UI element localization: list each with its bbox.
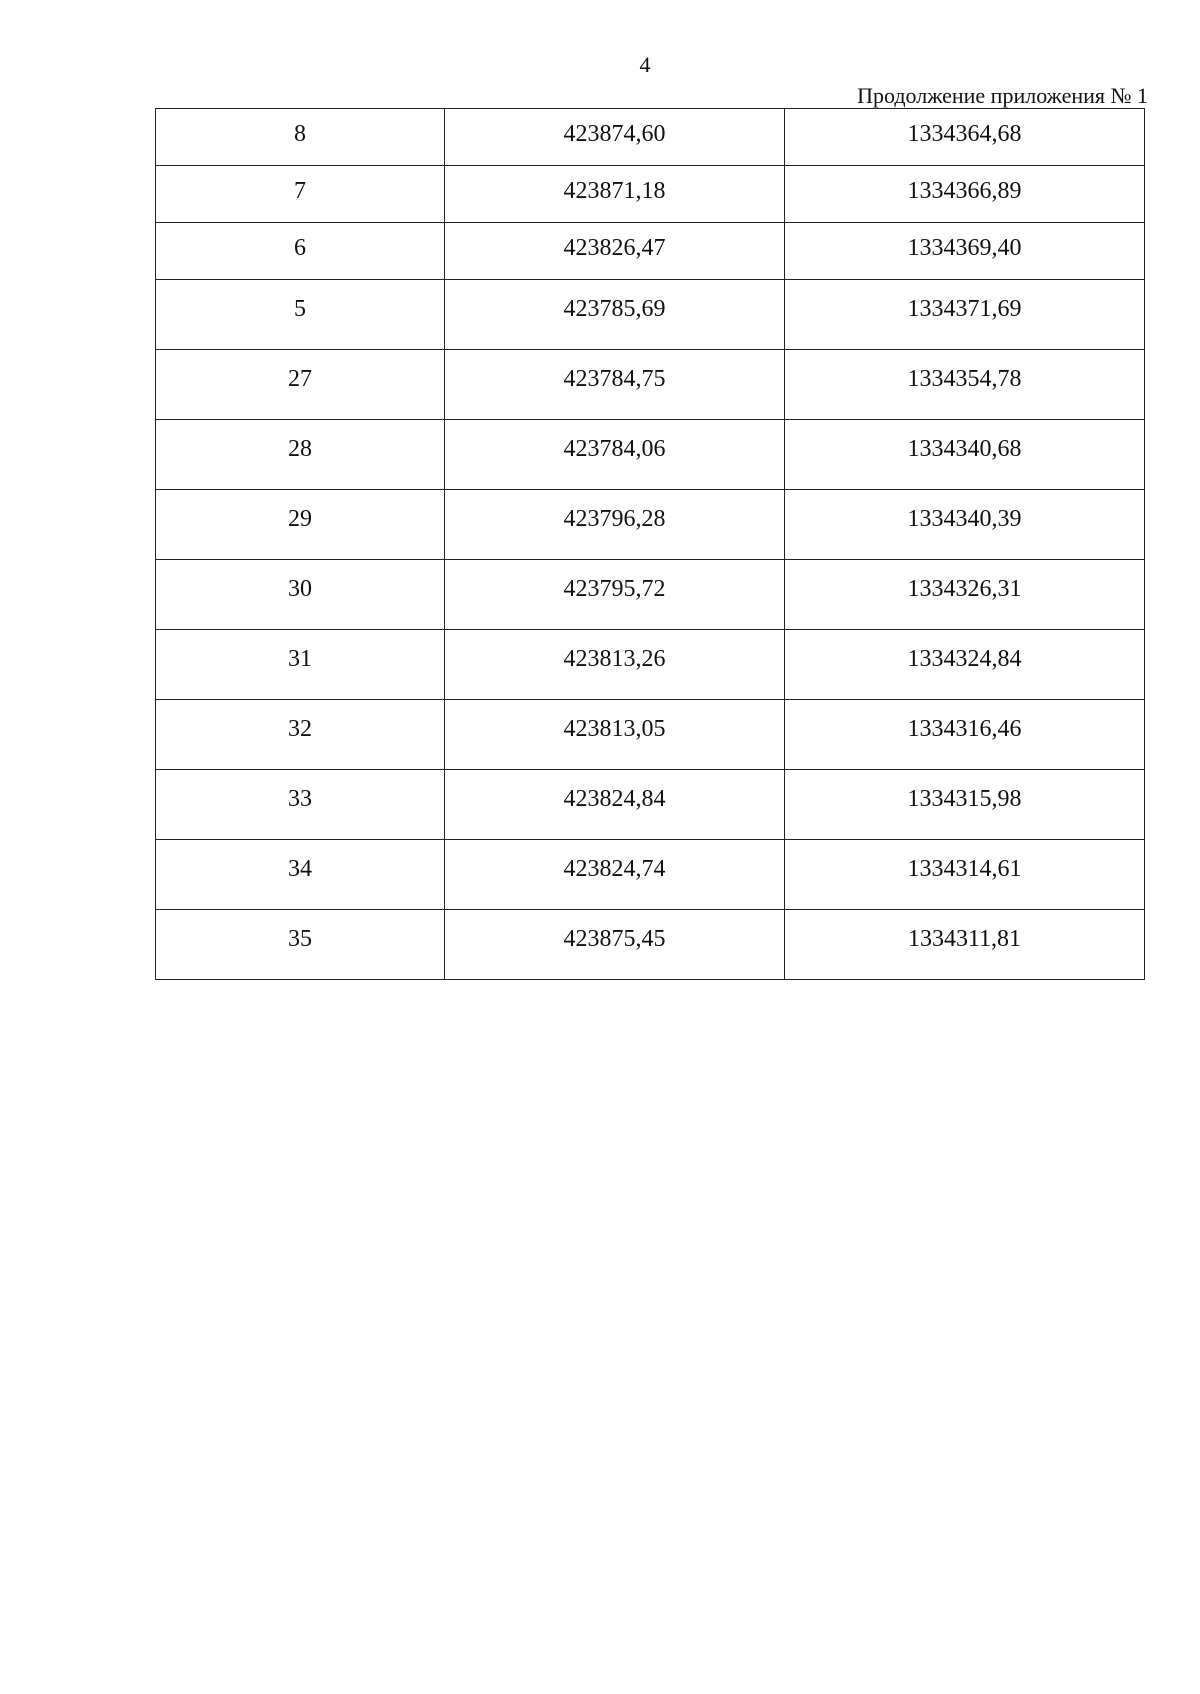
point-number-cell: 28 xyxy=(156,420,445,490)
y-coordinate-cell: 1334316,46 xyxy=(785,700,1145,770)
table-row xyxy=(156,280,1145,350)
point-number-cell: 31 xyxy=(156,630,445,700)
point-number-cell: 6 xyxy=(156,223,445,280)
table-row xyxy=(156,630,1145,700)
coordinates-table xyxy=(155,108,1145,980)
y-coordinate-cell: 1334315,98 xyxy=(785,770,1145,840)
y-coordinate-cell: 1334364,68 xyxy=(785,109,1145,166)
table-row xyxy=(156,840,1145,910)
point-number-cell: 8 xyxy=(156,109,445,166)
x-coordinate-cell: 423785,69 xyxy=(445,280,785,350)
appendix-continuation-caption: Продолжение приложения № 1 xyxy=(857,83,1148,108)
page-number: 4 xyxy=(639,52,651,77)
x-coordinate-cell: 423824,74 xyxy=(445,840,785,910)
point-number-cell: 35 xyxy=(156,910,445,980)
x-coordinate-cell: 423871,18 xyxy=(445,166,785,223)
table-row xyxy=(156,166,1145,223)
point-number-cell: 30 xyxy=(156,560,445,630)
point-number-cell: 27 xyxy=(156,350,445,420)
point-number-cell: 29 xyxy=(156,490,445,560)
table-row xyxy=(156,910,1145,980)
x-coordinate-cell: 423874,60 xyxy=(445,109,785,166)
point-number-cell: 34 xyxy=(156,840,445,910)
y-coordinate-cell: 1334340,39 xyxy=(785,490,1145,560)
y-coordinate-cell: 1334311,81 xyxy=(785,910,1145,980)
y-coordinate-cell: 1334326,31 xyxy=(785,560,1145,630)
point-number-cell: 33 xyxy=(156,770,445,840)
y-coordinate-cell: 1334371,69 xyxy=(785,280,1145,350)
table-row xyxy=(156,560,1145,630)
table-row xyxy=(156,700,1145,770)
x-coordinate-cell: 423826,47 xyxy=(445,223,785,280)
y-coordinate-cell: 1334354,78 xyxy=(785,350,1145,420)
table-row xyxy=(156,109,1145,166)
point-number-cell: 5 xyxy=(156,280,445,350)
table-row xyxy=(156,420,1145,490)
point-number-cell: 7 xyxy=(156,166,445,223)
table-row xyxy=(156,490,1145,560)
x-coordinate-cell: 423796,28 xyxy=(445,490,785,560)
x-coordinate-cell: 423813,26 xyxy=(445,630,785,700)
x-coordinate-cell: 423784,75 xyxy=(445,350,785,420)
table-row xyxy=(156,223,1145,280)
table-row xyxy=(156,770,1145,840)
x-coordinate-cell: 423875,45 xyxy=(445,910,785,980)
table-row xyxy=(156,350,1145,420)
y-coordinate-cell: 1334366,89 xyxy=(785,166,1145,223)
y-coordinate-cell: 1334369,40 xyxy=(785,223,1145,280)
y-coordinate-cell: 1334324,84 xyxy=(785,630,1145,700)
x-coordinate-cell: 423795,72 xyxy=(445,560,785,630)
y-coordinate-cell: 1334314,61 xyxy=(785,840,1145,910)
y-coordinate-cell: 1334340,68 xyxy=(785,420,1145,490)
point-number-cell: 32 xyxy=(156,700,445,770)
x-coordinate-cell: 423813,05 xyxy=(445,700,785,770)
x-coordinate-cell: 423824,84 xyxy=(445,770,785,840)
x-coordinate-cell: 423784,06 xyxy=(445,420,785,490)
